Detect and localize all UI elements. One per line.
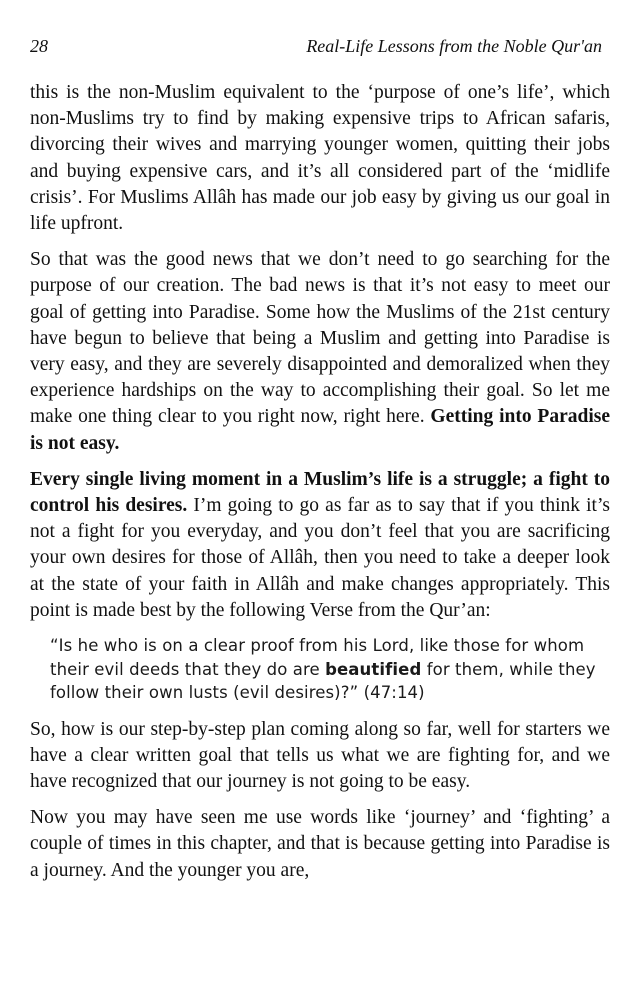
quran-verse-quote [28, 634, 610, 705]
paragraph-3-text: I’m going to go as far as to say that if you think it’s not a fight for you everyday, and you don’t feel that you are sacrificing your own desires for those of Allâh, then you need to take a deeper look at the state of your faith in Allâh and make changes appropriately. This point is made best by the following Verse from the Qur’an: [30, 495, 610, 621]
page-header [28, 36, 610, 80]
paragraph-4 [28, 717, 610, 796]
book-page [28, 36, 610, 894]
paragraph-4-text: So, how is our step-by-step plan coming along so far, well for starters we have a clear written goal that tells us what we are fighting for, and we have recognized that our journey is not going to be easy. [30, 718, 610, 792]
paragraph-3-emphasis: Every single living moment in a Muslim’s life is a struggle; a fight to control his desires. [30, 468, 610, 517]
quote-text-start: “Is he who is on a clear proof from his Lord, like those for whom their evil deeds that they do are [50, 636, 585, 679]
paragraph-2-text: So that was the good news that we don’t need to go searching for the purpose of our creation. The bad news is that it’s not easy to meet our goal of getting into Paradise. Some how the Muslims of the 21st century have begun to believe that being a Muslim and getting into Paradise is very easy, and they are severely disappointed and demoralized when they experience hardships on the way to accomplishing their goal. So let me make one thing clear to you right now, right here. [30, 249, 610, 428]
quote-emphasis: beautified [325, 659, 422, 679]
running-title: Real-Life Lessons from the Noble Qur'an [306, 36, 602, 56]
paragraph-5 [28, 805, 610, 884]
paragraph-2 [28, 247, 610, 457]
paragraph-3 [28, 467, 610, 624]
paragraph-5-text: Now you may have seen me use words like ‘journey’ and ‘fighting’ a couple of times in this chapter, and that is because getting into Paradise is a journey. And the younger you are, [30, 807, 610, 881]
page-number: 28 [30, 36, 48, 56]
paragraph-2-emphasis: Getting into Paradise is not easy. [30, 406, 610, 454]
paragraph-1 [28, 80, 610, 237]
paragraph-1-text: this is the non-Muslim equivalent to the ‘purpose of one’s life’, which non-Muslims try to find by making expensive trips to African safaris, divorcing their wives and marrying younger women, quitting their jobs and buying expensive cars, and it’s all considered part of the ‘midlife crisis’. For Muslims Allâh has made our job easy by giving us our goal in life upfront. [30, 82, 610, 235]
quote-text-end: for them, while they follow their own lusts (evil desires)?” (47:14) [50, 659, 596, 703]
